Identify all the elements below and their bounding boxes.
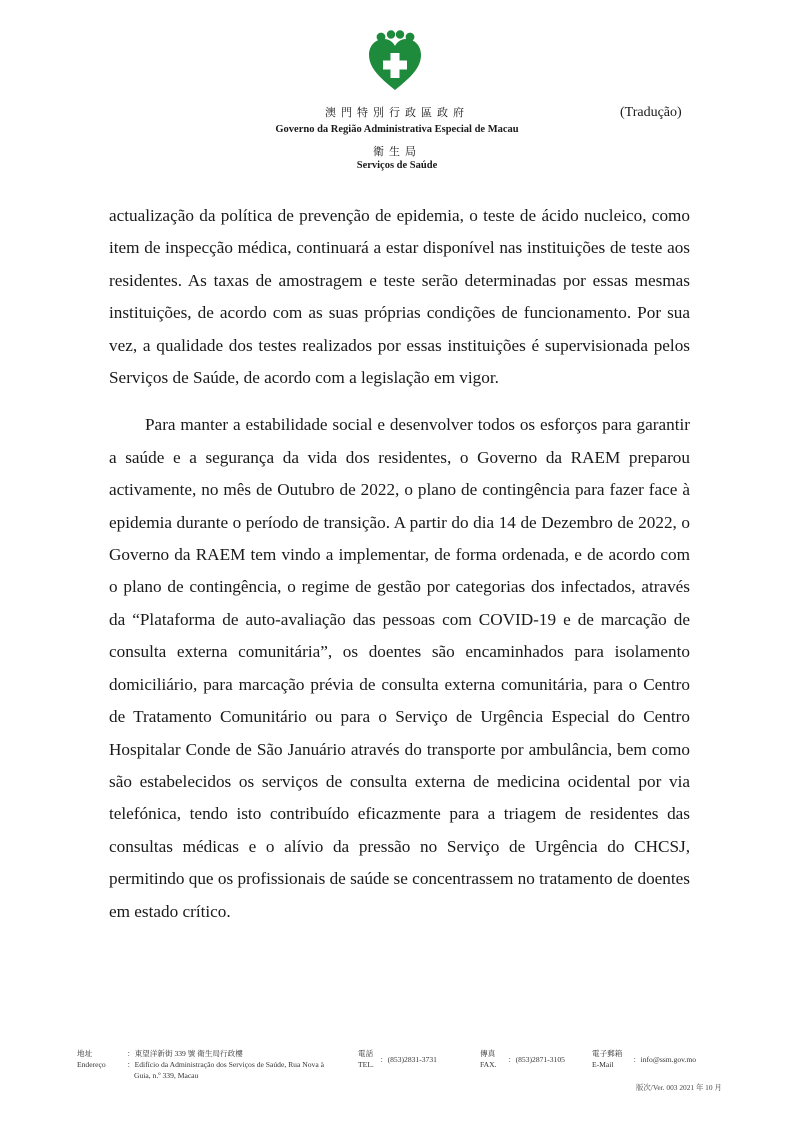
government-name-chinese: 澳門特別行政區政府 bbox=[325, 107, 469, 119]
tel-number: ：(853)2831-3731 bbox=[380, 1055, 437, 1064]
address-chinese: ：東望洋新街 339 號 衛生局行政樓 bbox=[127, 1049, 243, 1058]
health-services-logo-icon bbox=[366, 30, 424, 92]
version-stamp: 版次/Ver. 003 2021 年 10 月 bbox=[636, 1083, 722, 1092]
fax-number: ：(853)2871-3105 bbox=[508, 1055, 565, 1064]
fax-label-portuguese: FAX. bbox=[480, 1060, 497, 1069]
address-label-portuguese: Endereço bbox=[77, 1060, 106, 1069]
government-name-portuguese: Governo da Região Administrativa Especial de Macau bbox=[275, 124, 519, 135]
tel-label-chinese: 電話 bbox=[358, 1049, 374, 1058]
paragraph: actualização da política de prevenção de epidemia, o teste de ácido nucleico, como item de inspecção médica, continuará a estar disponível nas instituições de teste aos residentes. As taxas de amostragem e teste serão determinadas por essas mesmas instituições, de acordo com as suas próprias condições de funcionamento. Por sua vez, a qualidade dos testes realizados por essas instituições é supervisionada pelos Serviços de Saúde, de acordo com a legislação em vigor. bbox=[109, 206, 690, 388]
translation-note: (Tradução) bbox=[620, 105, 682, 120]
email-label-chinese: 電子郵箱 bbox=[592, 1049, 623, 1058]
email-label-portuguese: E-Mail bbox=[592, 1060, 614, 1069]
document-body bbox=[109, 200, 690, 928]
address-portuguese-line2: Guia, n.º 339, Macau bbox=[134, 1071, 199, 1080]
tel-label-portuguese: TEL. bbox=[358, 1060, 374, 1069]
address-portuguese-line1: ：Edifício da Administração dos Serviços de Saúde, Rua Nova à bbox=[127, 1060, 324, 1069]
address-label-chinese: 地址 bbox=[77, 1049, 93, 1058]
department-name-chinese: 衛生局 bbox=[373, 146, 421, 158]
department-name-portuguese: Serviços de Saúde bbox=[356, 160, 438, 171]
fax-label-chinese: 傳真 bbox=[480, 1049, 496, 1058]
paragraph: Para manter a estabilidade social e desenvolver todos os esforços para garantir a saúde e a segurança da vida dos residentes, o Governo da RAEM preparou activamente, no mês de Outubro de 2022, o plano de contingência para fazer face à epidemia durante o período de transição. A partir do dia 14 de Dezembro de 2022, o Governo da RAEM tem vindo a implementar, de forma ordenada, e de acordo com o plano de contingência, o regime de gestão por categorias dos infectados, através da “Plataforma de auto-avaliação das pessoas com COVID-19 e de marcação de consulta externa comunitária”, os doentes são encaminhados para isolamento domiciliário, para marcação prévia de consulta externa comunitária, para o Centro de Tratamento Comunitário ou para o Serviço de Urgência Especial do Centro Hospitalar Conde de São Januário através do transporte por ambulância, bem como são estabelecidos os serviços de consulta externa de medicina ocidental por via telefónica, tendo isto contribuído eficazmente para a triagem de residentes das consultas médicas e o alívio da pressão no Serviço de Urgência do CHCSJ, permitindo que os profissionais de saúde se concentrassem no tratamento de doentes em estado crítico. bbox=[109, 415, 690, 921]
email-address: ：info@ssm.gov.mo bbox=[633, 1055, 697, 1064]
